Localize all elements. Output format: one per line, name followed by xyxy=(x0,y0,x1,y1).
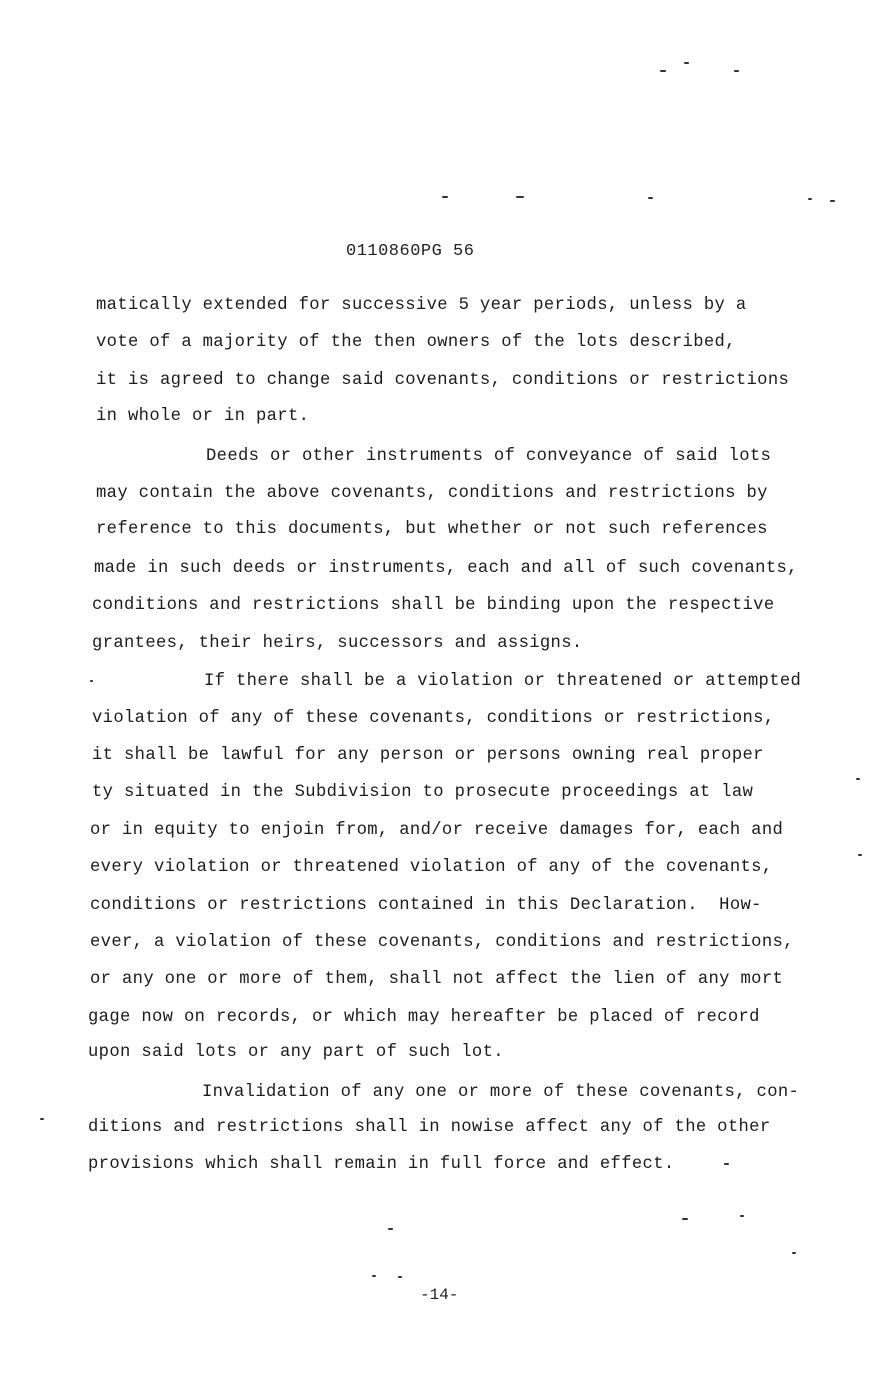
body-line: made in such deeds or instruments, each and all of such covenants, xyxy=(94,559,798,578)
scan-speck xyxy=(90,680,93,682)
body-line: in whole or in part. xyxy=(96,407,310,426)
scan-speck xyxy=(684,62,689,64)
body-line: ditions and restrictions shall in nowise affect any of the other xyxy=(88,1118,771,1137)
body-line: upon said lots or any part of such lot. xyxy=(88,1043,504,1062)
scan-speck xyxy=(516,196,524,198)
body-line: or in equity to enjoin from, and/or receive damages for, each and xyxy=(90,821,784,840)
scan-speck xyxy=(792,1252,796,1254)
scan-speck xyxy=(856,778,860,780)
body-line: vote of a majority of the then owners of the lots described, xyxy=(96,333,736,352)
body-line: may contain the above covenants, conditions and restrictions by xyxy=(96,484,768,503)
scan-speck xyxy=(398,1276,402,1278)
body-line: or any one or more of them, shall not affect the lien of any mort xyxy=(90,970,784,989)
body-line: provisions which shall remain in full force and effect. xyxy=(88,1155,675,1174)
body-line: ty situated in the Subdivision to prosecute proceedings at law xyxy=(92,783,754,802)
body-line: every violation or threatened violation of any of the covenants, xyxy=(90,858,773,877)
body-line: grantees, their heirs, successors and assigns. xyxy=(92,634,583,653)
scan-speck xyxy=(734,70,739,72)
scan-speck xyxy=(724,1163,729,1165)
body-line: conditions or restrictions contained in this Declaration. How- xyxy=(90,896,762,915)
body-line: conditions and restrictions shall be binding upon the respective xyxy=(92,596,775,615)
scan-speck xyxy=(442,196,448,198)
body-line: violation of any of these covenants, conditions or restrictions, xyxy=(92,709,775,728)
page-number: -14- xyxy=(420,1286,459,1304)
scan-speck xyxy=(740,1215,744,1217)
body-line: Deeds or other instruments of conveyance of said lots xyxy=(206,447,772,466)
scan-speck xyxy=(830,200,835,202)
scan-speck xyxy=(660,70,666,72)
body-line: Invalidation of any one or more of these covenants, con- xyxy=(202,1083,800,1102)
body-line: it shall be lawful for any person or persons owning real proper xyxy=(92,746,764,765)
scan-speck xyxy=(40,1118,44,1120)
scan-speck xyxy=(372,1275,376,1277)
body-line: it is agreed to change said covenants, conditions or restrictions xyxy=(96,371,790,390)
body-line: If there shall be a violation or threatened or attempted xyxy=(204,672,802,691)
scan-speck xyxy=(858,854,862,856)
scan-speck xyxy=(682,1218,688,1220)
body-line: ever, a violation of these covenants, conditions and restrictions, xyxy=(90,933,794,952)
book-page-reference: 0110860PG 56 xyxy=(346,242,475,261)
body-line: reference to this documents, but whether or not such references xyxy=(96,520,768,539)
body-line: gage now on records, or which may hereafter be placed of record xyxy=(88,1008,760,1027)
scan-speck xyxy=(388,1228,393,1230)
scan-speck xyxy=(648,197,653,199)
scan-speck xyxy=(808,198,812,200)
body-line: matically extended for successive 5 year periods, unless by a xyxy=(96,296,747,315)
